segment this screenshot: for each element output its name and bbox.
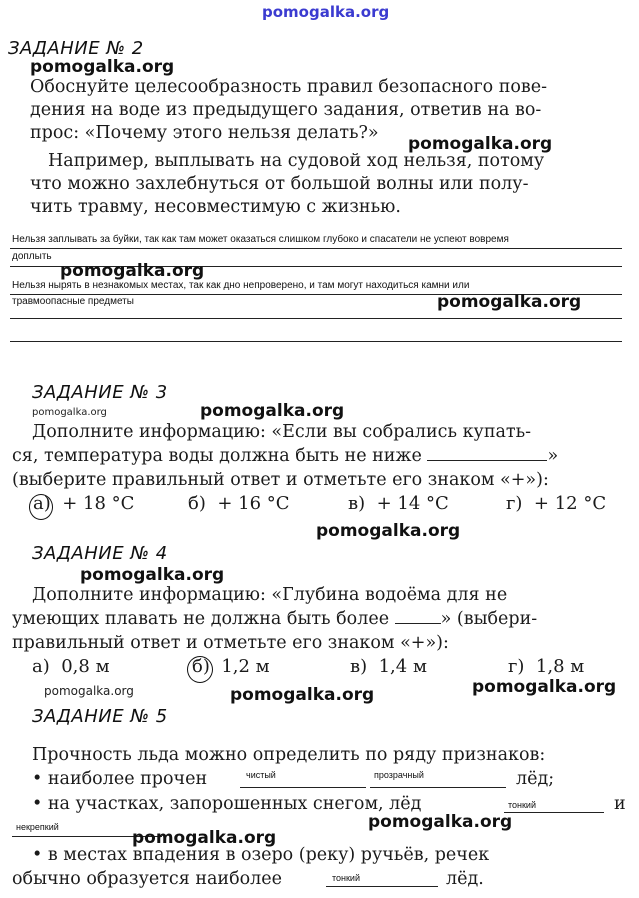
task2-answer-line-3: Нельзя нырять в незнакомых местах, так как дно непроверено, и там могут находиться камни или <box>12 280 470 291</box>
answer-rule <box>10 248 622 249</box>
task4-option-c <box>350 656 427 677</box>
task3-option-c <box>348 493 449 514</box>
watermark: pomogalka.org <box>60 261 205 281</box>
selected-answer-circle <box>187 656 213 683</box>
option-letter: в) <box>350 656 368 677</box>
handwritten-fill: прозрачный <box>374 770 424 780</box>
task4-line-2 <box>12 608 537 631</box>
task4-option-d <box>508 656 584 677</box>
option-value: 1,8 м <box>535 656 585 677</box>
watermark: pomogalka.org <box>44 684 134 698</box>
task2-line-1: Обоснуйте целесообразность правил безопасного пове- <box>30 77 548 97</box>
option-value: 1,2 м <box>221 656 270 677</box>
task5-intro: Прочность льда можно определить по ряду признаков: <box>32 745 546 765</box>
task4-line-2-text: умеющих плавать не должна быть более <box>12 609 390 629</box>
option-letter: г) <box>506 493 523 514</box>
task5-bullet-1-end: лёд; <box>516 769 555 789</box>
watermark: pomogalka.org <box>32 407 107 418</box>
handwritten-fill: тонкий <box>508 800 536 810</box>
handwritten-fill: чистый <box>246 770 276 780</box>
fill-blank <box>240 787 366 788</box>
task3-line-2 <box>12 445 558 468</box>
watermark: pomogalka.org <box>408 134 553 154</box>
task3-line-1: Дополните информацию: «Если вы собрались купать- <box>32 422 532 442</box>
option-letter: в) <box>348 493 366 514</box>
task3-blank <box>427 460 547 461</box>
task3-option-b <box>188 493 290 514</box>
task4-blank <box>395 623 441 624</box>
task2-answer-line-4: травмоопасные предметы <box>12 296 134 307</box>
handwritten-fill: тонкий <box>332 873 360 883</box>
task4-line-1: Дополните информацию: «Глубина водоёма для не <box>32 585 508 605</box>
task4-heading: ЗАДАНИЕ № 4 <box>32 543 168 564</box>
watermark-top: pomogalka.org <box>262 3 390 21</box>
task3-option-d <box>506 493 606 514</box>
answer-rule <box>10 341 622 342</box>
watermark: pomogalka.org <box>316 521 461 541</box>
task2-example-line-1: Например, выплывать на судовой ход нельзя, потому <box>48 151 545 171</box>
task2-answer-line-2: доплыть <box>12 251 52 262</box>
option-letter: г) <box>508 656 525 677</box>
fill-blank <box>326 886 438 887</box>
watermark: pomogalka.org <box>132 828 277 848</box>
option-value: + 12 °C <box>533 493 607 514</box>
task2-line-2: дения на воде из предыдущего задания, ответив на во- <box>30 100 542 120</box>
task4-line-3: правильный ответ и отметьте его знаком «+»): <box>12 633 449 653</box>
watermark: pomogalka.org <box>30 57 175 77</box>
task2-example-line-2: что можно захлебнуться от большой волны или полу- <box>30 174 529 194</box>
task5-bullet-3-line-2-start: обычно образуется наиболее <box>12 869 282 889</box>
task4-line-2-tail: » (выбери- <box>440 609 538 629</box>
selected-answer-circle <box>29 494 53 520</box>
watermark: pomogalka.org <box>368 812 513 832</box>
option-letter: б) <box>188 493 206 514</box>
task2-example-line-3: чить травму, несовместимую с жизнью. <box>30 197 401 217</box>
task3-quote-close: » <box>547 446 559 466</box>
option-value: 1,4 м <box>378 656 427 677</box>
watermark: pomogalka.org <box>472 677 617 697</box>
option-letter: а) <box>33 493 51 514</box>
option-value: + 14 °C <box>376 493 449 514</box>
option-value: + 16 °C <box>217 493 290 514</box>
handwritten-fill: некрепкий <box>16 822 59 832</box>
option-value: 0,8 м <box>61 656 110 677</box>
task4-option-a <box>32 656 110 677</box>
task5-bullet-3-line-2-end: лёд. <box>446 869 484 889</box>
task3-heading: ЗАДАНИЕ № 3 <box>32 382 168 403</box>
option-letter: б) <box>192 656 210 677</box>
option-letter: а) <box>32 656 50 677</box>
task2-answer-line-1: Нельзя заплывать за буйки, так как там может оказаться слишком глубоко и спасатели не успеют вовремя <box>12 234 509 245</box>
watermark: pomogalka.org <box>437 292 582 312</box>
task5-bullet-1-start: • наиболее прочен <box>32 769 208 789</box>
task5-bullet-2-end: и <box>614 794 626 814</box>
fill-blank <box>370 787 506 788</box>
task5-bullet-3-line-1: • в местах впадения в озеро (реку) ручьёв, речек <box>32 845 490 865</box>
task2-line-3: прос: «Почему этого нельзя делать?» <box>30 123 379 143</box>
option-value: + 18 °C <box>62 493 135 514</box>
answer-rule <box>10 318 622 319</box>
task3-line-2-text: ся, температура воды должна быть не ниже <box>12 446 422 466</box>
task5-heading: ЗАДАНИЕ № 5 <box>32 706 168 727</box>
watermark: pomogalka.org <box>80 565 225 585</box>
watermark: pomogalka.org <box>200 401 345 421</box>
task3-line-3: (выберите правильный ответ и отметьте его знаком «+»): <box>12 470 549 490</box>
task5-bullet-2-start: • на участках, запорошенных снегом, лёд <box>32 794 422 814</box>
watermark: pomogalka.org <box>230 685 375 705</box>
task2-heading: ЗАДАНИЕ № 2 <box>8 38 144 59</box>
fill-blank <box>504 812 604 813</box>
